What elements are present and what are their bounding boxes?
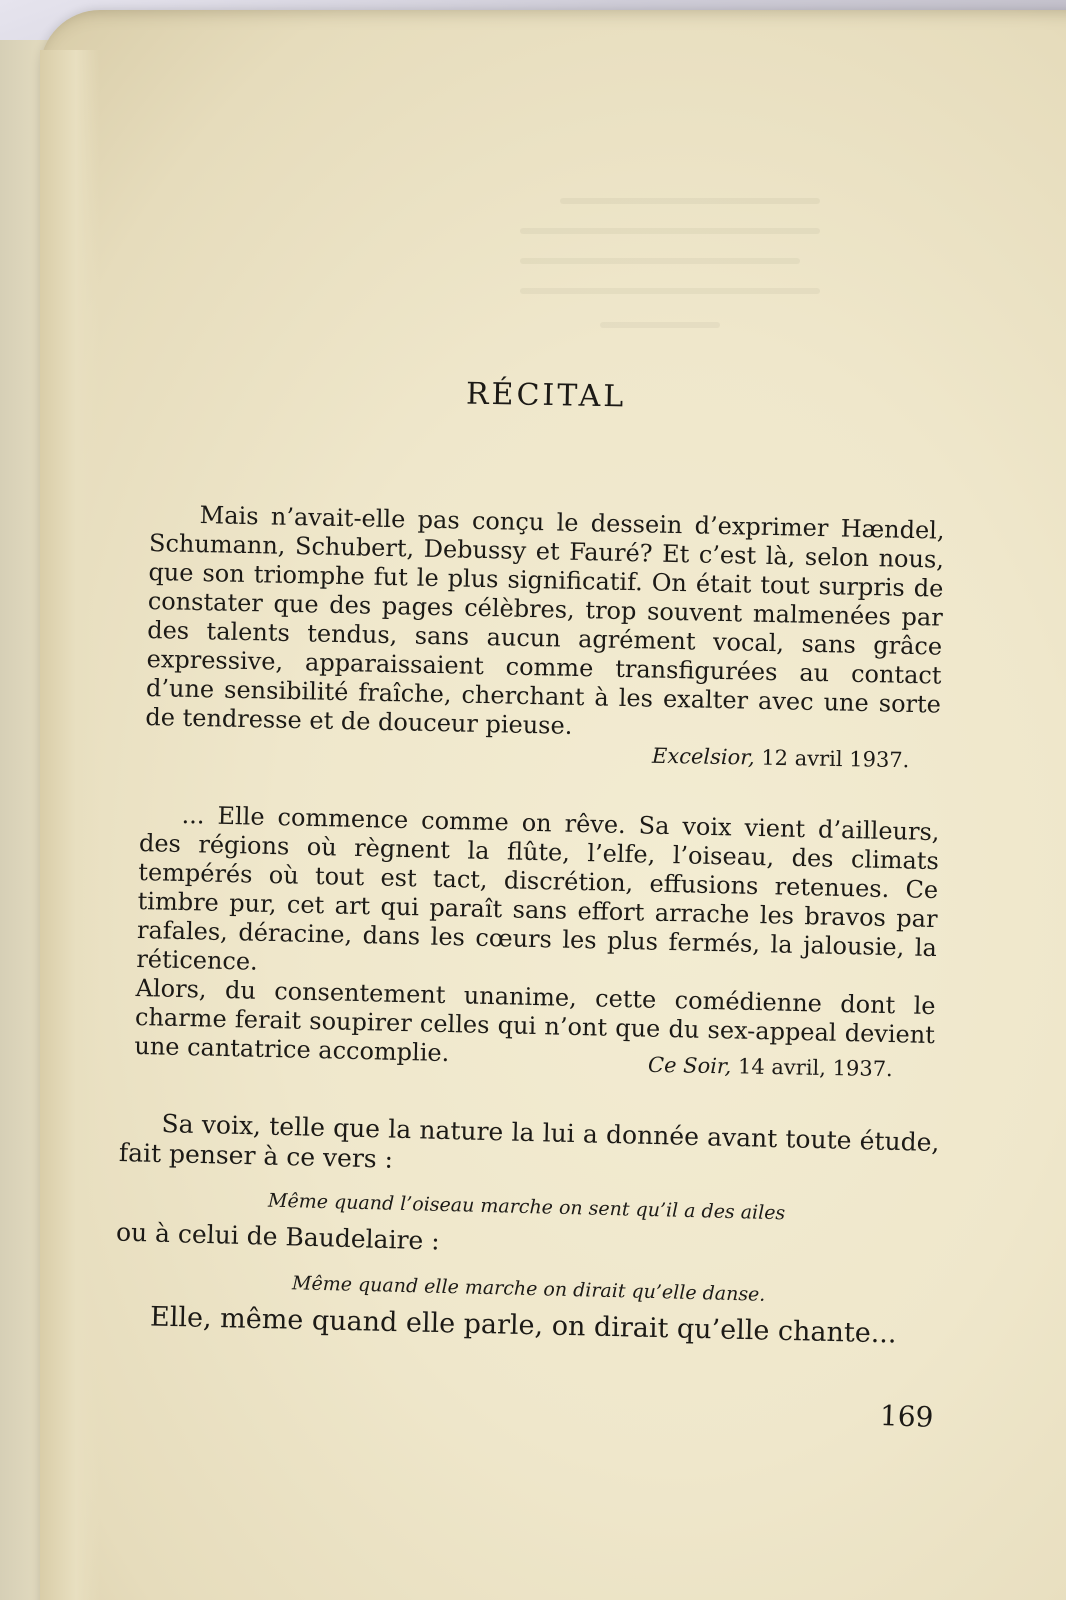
- paragraph-text: ... Elle commence comme on rêve. Sa voix vient d’ailleurs, des régions où règnent la flûte, l’elfe, l’oiseau, des climats tempérés où tout est tact, discrétion, effusions retenues. Ce timbre pur, cet art qui paraît sans effort arrache les bravos par rafales, déracine, dans les cœurs les plus fermés, la jalousie, la réticence. Alors, du consentement unanime, cette comédienne dont le charme ferait soupirer celles qui n’ont que du sex-appeal devient une cantatrice accomplie.: [134, 800, 940, 1068]
- verse-quote: Même quand l’oiseau marche on sent qu’il a des ailes: [267, 1189, 786, 1225]
- verse-quote: Même quand elle marche on dirait qu’elle danse.: [291, 1272, 766, 1306]
- source-citation: [648, 1053, 893, 1081]
- paragraph-voice: [119, 1108, 940, 1188]
- page-number: 169: [879, 1399, 935, 1434]
- paragraph-ce-soir-quote: [134, 800, 940, 1082]
- source-citation: [652, 744, 910, 772]
- closing-line: Elle, même quand elle parle, on dirait qu’elle chante...: [149, 1301, 897, 1350]
- source-date: 12 avril 1937.: [761, 745, 910, 773]
- paragraph-text: Sa voix, telle que la nature la lui a donnée avant toute étude, fait penser à ce vers :: [118, 1109, 940, 1174]
- page-title: RÉCITAL: [465, 376, 627, 415]
- source-name: Ce Soir,: [647, 1052, 732, 1079]
- paragraph-text: Mais n’avait-elle pas conçu le dessein d’exprimer Hændel, Schumann, Schubert, Debussy et Fauré? Et c’est là, selon nous, que son triomphe fut le plus significatif. On était tout surpris de constater que des pages célèbres, trop souvent malmenées par des talents tendus, sans aucun agrément vocal, sans grâce expressive, apparaissaient comme transfigurées au contact d’une sensibilité fraîche, cherchant à les exalter avec une sorte de tendresse et de douceur pieuse.: [145, 501, 945, 740]
- source-date: 14 avril, 1937.: [737, 1054, 893, 1082]
- paragraph-excelsior-quote: [145, 500, 945, 749]
- verse-lead-in: ou à celui de Baudelaire :: [115, 1217, 441, 1256]
- source-name: Excelsior,: [651, 743, 755, 770]
